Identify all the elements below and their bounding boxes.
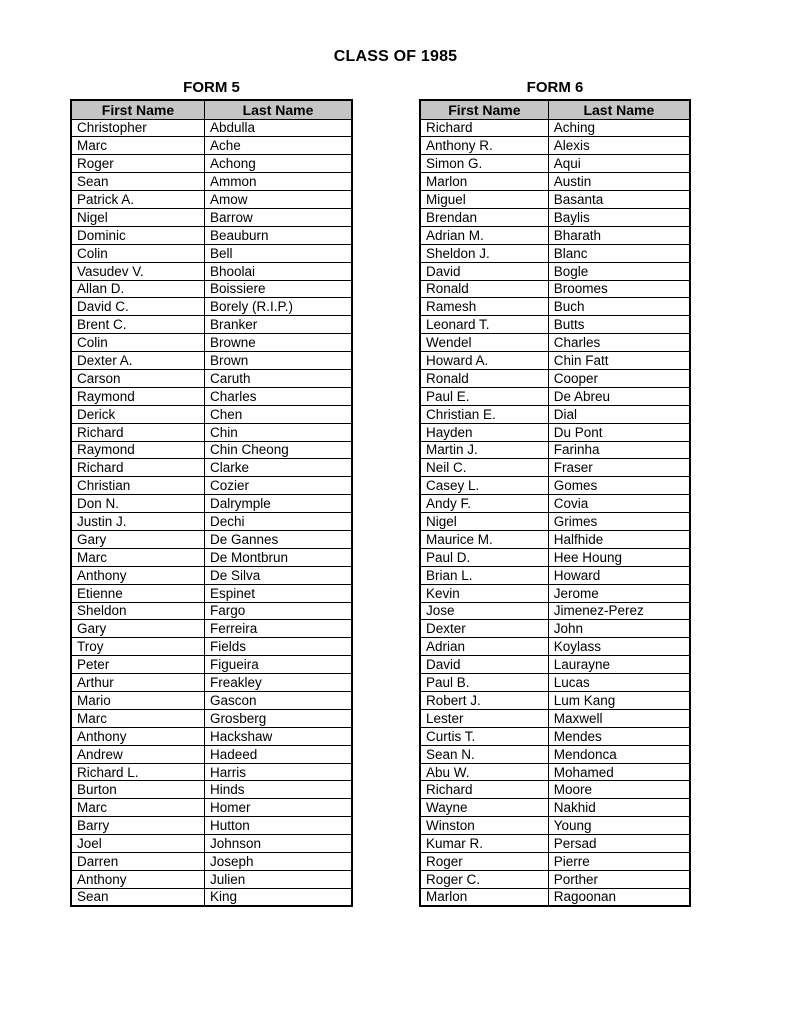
form6-table [419, 99, 691, 907]
table-row [420, 280, 690, 298]
last-name-cell: Julien [204, 870, 352, 888]
table-row [71, 155, 352, 173]
last-name-cell: Austin [548, 173, 690, 191]
table-row [71, 602, 352, 620]
first-name-cell: Wayne [420, 799, 548, 817]
table-row [71, 709, 352, 727]
table-row [420, 137, 690, 155]
first-name-cell: Brent C. [71, 316, 204, 334]
last-name-cell: Pierre [548, 853, 690, 871]
first-name-cell: Carson [71, 369, 204, 387]
form5-table-body [71, 119, 352, 906]
first-name-cell: Etienne [71, 584, 204, 602]
first-name-cell: Christopher [71, 119, 204, 137]
form6-section [419, 79, 691, 907]
last-name-cell: Harris [204, 763, 352, 781]
table-row [420, 745, 690, 763]
first-name-cell: Andrew [71, 745, 204, 763]
first-name-cell: Nigel [71, 208, 204, 226]
last-name-cell: Achong [204, 155, 352, 173]
last-name-cell: Hee Houng [548, 548, 690, 566]
first-name-cell: Simon G. [420, 155, 548, 173]
last-name-cell: Caruth [204, 369, 352, 387]
last-name-cell: Chen [204, 405, 352, 423]
last-name-cell: Chin Cheong [204, 441, 352, 459]
first-name-cell: Paul B. [420, 674, 548, 692]
column-header-first-name: First Name [420, 100, 548, 119]
table-row [420, 173, 690, 191]
first-name-cell: Ronald [420, 280, 548, 298]
last-name-cell: Ammon [204, 173, 352, 191]
last-name-cell: Dechi [204, 513, 352, 531]
first-name-cell: Arthur [71, 674, 204, 692]
last-name-cell: Browne [204, 334, 352, 352]
last-name-cell: Homer [204, 799, 352, 817]
table-row [71, 620, 352, 638]
last-name-cell: Borely (R.I.P.) [204, 298, 352, 316]
first-name-cell: Ronald [420, 369, 548, 387]
first-name-cell: Sean [71, 888, 204, 906]
last-name-cell: Hinds [204, 781, 352, 799]
table-row [71, 298, 352, 316]
last-name-cell: Koylass [548, 638, 690, 656]
first-name-cell: Darren [71, 853, 204, 871]
last-name-cell: Mendonca [548, 745, 690, 763]
last-name-cell: Fargo [204, 602, 352, 620]
first-name-cell: Dexter A. [71, 352, 204, 370]
last-name-cell: Laurayne [548, 656, 690, 674]
form5-section [70, 79, 353, 907]
last-name-cell: Hadeed [204, 745, 352, 763]
last-name-cell: Du Pont [548, 423, 690, 441]
first-name-cell: Gary [71, 620, 204, 638]
table-row [420, 226, 690, 244]
first-name-cell: Dominic [71, 226, 204, 244]
table-row [71, 745, 352, 763]
first-name-cell: Burton [71, 781, 204, 799]
table-row [420, 352, 690, 370]
tables-row [0, 79, 791, 907]
table-row [420, 423, 690, 441]
last-name-cell: Blanc [548, 244, 690, 262]
first-name-cell: Anthony [71, 727, 204, 745]
table-row [71, 459, 352, 477]
table-row [420, 441, 690, 459]
last-name-cell: Bell [204, 244, 352, 262]
first-name-cell: Winston [420, 817, 548, 835]
last-name-cell: Porther [548, 870, 690, 888]
first-name-cell: Marc [71, 137, 204, 155]
table-row [420, 191, 690, 209]
table-row [71, 835, 352, 853]
last-name-cell: Maxwell [548, 709, 690, 727]
first-name-cell: Christian [71, 477, 204, 495]
table-row [420, 155, 690, 173]
last-name-cell: Persad [548, 835, 690, 853]
first-name-cell: Allan D. [71, 280, 204, 298]
last-name-cell: Dial [548, 405, 690, 423]
first-name-cell: Miguel [420, 191, 548, 209]
first-name-cell: Dexter [420, 620, 548, 638]
first-name-cell: Abu W. [420, 763, 548, 781]
column-header-last-name: Last Name [204, 100, 352, 119]
first-name-cell: Patrick A. [71, 191, 204, 209]
last-name-cell: Lucas [548, 674, 690, 692]
last-name-cell: Basanta [548, 191, 690, 209]
table-row [71, 763, 352, 781]
table-row [71, 566, 352, 584]
table-row [420, 208, 690, 226]
form6-table-body [420, 119, 690, 906]
last-name-cell: De Abreu [548, 387, 690, 405]
table-row [71, 799, 352, 817]
table-row [420, 799, 690, 817]
first-name-cell: Anthony [71, 566, 204, 584]
page-title: CLASS OF 1985 [333, 48, 458, 65]
last-name-cell: Gascon [204, 692, 352, 710]
table-row [71, 387, 352, 405]
first-name-cell: Kevin [420, 584, 548, 602]
last-name-cell: Beauburn [204, 226, 352, 244]
last-name-cell: Jerome [548, 584, 690, 602]
table-row [71, 137, 352, 155]
first-name-cell: Kumar R. [420, 835, 548, 853]
header-row [71, 100, 352, 119]
table-row [420, 119, 690, 137]
table-row [420, 584, 690, 602]
table-row [71, 530, 352, 548]
first-name-cell: Christian E. [420, 405, 548, 423]
first-name-cell: Marc [71, 799, 204, 817]
first-name-cell: Martin J. [420, 441, 548, 459]
last-name-cell: Grimes [548, 513, 690, 531]
table-row [420, 709, 690, 727]
first-name-cell: Marlon [420, 173, 548, 191]
table-row [71, 548, 352, 566]
table-row [71, 584, 352, 602]
table-row [71, 423, 352, 441]
table-row [420, 566, 690, 584]
table-row [71, 405, 352, 423]
table-row [420, 692, 690, 710]
first-name-cell: Maurice M. [420, 530, 548, 548]
last-name-cell: Bharath [548, 226, 690, 244]
table-row [71, 692, 352, 710]
last-name-cell: Mendes [548, 727, 690, 745]
table-row [420, 369, 690, 387]
first-name-cell: Nigel [420, 513, 548, 531]
first-name-cell: Raymond [71, 441, 204, 459]
first-name-cell: Neil C. [420, 459, 548, 477]
last-name-cell: Barrow [204, 208, 352, 226]
first-name-cell: Brendan [420, 208, 548, 226]
table-row [71, 280, 352, 298]
table-row [420, 656, 690, 674]
last-name-cell: Aching [548, 119, 690, 137]
last-name-cell: Fraser [548, 459, 690, 477]
table-row [71, 513, 352, 531]
last-name-cell: Johnson [204, 835, 352, 853]
first-name-cell: Adrian [420, 638, 548, 656]
last-name-cell: Boissiere [204, 280, 352, 298]
last-name-cell: Gomes [548, 477, 690, 495]
first-name-cell: Richard L. [71, 763, 204, 781]
table-row [71, 674, 352, 692]
first-name-cell: Casey L. [420, 477, 548, 495]
table-row [420, 853, 690, 871]
last-name-cell: Figueira [204, 656, 352, 674]
first-name-cell: Colin [71, 334, 204, 352]
table-row [420, 835, 690, 853]
last-name-cell: Joseph [204, 853, 352, 871]
table-row [71, 817, 352, 835]
first-name-cell: Curtis T. [420, 727, 548, 745]
table-row [71, 781, 352, 799]
last-name-cell: Halfhide [548, 530, 690, 548]
table-row [71, 191, 352, 209]
last-name-cell: Butts [548, 316, 690, 334]
first-name-cell: Paul D. [420, 548, 548, 566]
first-name-cell: Derick [71, 405, 204, 423]
last-name-cell: Ragoonan [548, 888, 690, 906]
last-name-cell: Aqui [548, 155, 690, 173]
first-name-cell: Adrian M. [420, 226, 548, 244]
table-row [71, 334, 352, 352]
table-row [420, 298, 690, 316]
first-name-cell: Marlon [420, 888, 548, 906]
last-name-cell: Ache [204, 137, 352, 155]
last-name-cell: Howard [548, 566, 690, 584]
first-name-cell: David [420, 262, 548, 280]
last-name-cell: Grosberg [204, 709, 352, 727]
table-row [420, 477, 690, 495]
first-name-cell: Troy [71, 638, 204, 656]
table-row [420, 602, 690, 620]
last-name-cell: De Gannes [204, 530, 352, 548]
table-row [71, 888, 352, 906]
column-header-last-name: Last Name [548, 100, 690, 119]
table-row [420, 334, 690, 352]
table-row [71, 477, 352, 495]
first-name-cell: Colin [71, 244, 204, 262]
first-name-cell: Ramesh [420, 298, 548, 316]
last-name-cell: Moore [548, 781, 690, 799]
last-name-cell: Charles [548, 334, 690, 352]
table-row [420, 620, 690, 638]
first-name-cell: Barry [71, 817, 204, 835]
last-name-cell: Lum Kang [548, 692, 690, 710]
last-name-cell: Nakhid [548, 799, 690, 817]
table-row [71, 316, 352, 334]
first-name-cell: David [420, 656, 548, 674]
table-row [71, 870, 352, 888]
last-name-cell: Alexis [548, 137, 690, 155]
first-name-cell: Roger [71, 155, 204, 173]
last-name-cell: Chin Fatt [548, 352, 690, 370]
table-row [420, 530, 690, 548]
first-name-cell: Don N. [71, 495, 204, 513]
first-name-cell: Sheldon J. [420, 244, 548, 262]
table-row [71, 352, 352, 370]
last-name-cell: Dalrymple [204, 495, 352, 513]
form5-title: FORM 5 [183, 79, 240, 96]
first-name-cell: Anthony [71, 870, 204, 888]
table-row [71, 656, 352, 674]
last-name-cell: Chin [204, 423, 352, 441]
first-name-cell: Richard [71, 459, 204, 477]
first-name-cell: Sean [71, 173, 204, 191]
first-name-cell: Gary [71, 530, 204, 548]
first-name-cell: Richard [420, 119, 548, 137]
last-name-cell: Branker [204, 316, 352, 334]
last-name-cell: King [204, 888, 352, 906]
table-row [71, 369, 352, 387]
last-name-cell: Espinet [204, 584, 352, 602]
first-name-cell: Brian L. [420, 566, 548, 584]
table-row [420, 870, 690, 888]
last-name-cell: Baylis [548, 208, 690, 226]
last-name-cell: Fields [204, 638, 352, 656]
table-row [71, 441, 352, 459]
column-header-first-name: First Name [71, 100, 204, 119]
first-name-cell: Raymond [71, 387, 204, 405]
last-name-cell: Amow [204, 191, 352, 209]
first-name-cell: Andy F. [420, 495, 548, 513]
first-name-cell: Lester [420, 709, 548, 727]
table-row [420, 763, 690, 781]
first-name-cell: Richard [71, 423, 204, 441]
last-name-cell: Abdulla [204, 119, 352, 137]
first-name-cell: Wendel [420, 334, 548, 352]
table-row [420, 513, 690, 531]
last-name-cell: Mohamed [548, 763, 690, 781]
table-row [420, 781, 690, 799]
table-row [71, 208, 352, 226]
table-row [71, 226, 352, 244]
last-name-cell: Charles [204, 387, 352, 405]
table-row [420, 495, 690, 513]
last-name-cell: De Silva [204, 566, 352, 584]
last-name-cell: Hutton [204, 817, 352, 835]
first-name-cell: Marc [71, 709, 204, 727]
table-row [420, 244, 690, 262]
last-name-cell: Farinha [548, 441, 690, 459]
last-name-cell: Clarke [204, 459, 352, 477]
first-name-cell: Howard A. [420, 352, 548, 370]
last-name-cell: Jimenez-Perez [548, 602, 690, 620]
last-name-cell: Cozier [204, 477, 352, 495]
last-name-cell: Freakley [204, 674, 352, 692]
table-row [420, 316, 690, 334]
table-row [71, 727, 352, 745]
table-row [420, 459, 690, 477]
first-name-cell: Justin J. [71, 513, 204, 531]
first-name-cell: Roger C. [420, 870, 548, 888]
table-row [420, 674, 690, 692]
table-row [71, 495, 352, 513]
table-row [420, 262, 690, 280]
first-name-cell: Joel [71, 835, 204, 853]
table-row [71, 853, 352, 871]
first-name-cell: Peter [71, 656, 204, 674]
last-name-cell: Cooper [548, 369, 690, 387]
table-row [420, 638, 690, 656]
first-name-cell: Anthony R. [420, 137, 548, 155]
first-name-cell: Vasudev V. [71, 262, 204, 280]
first-name-cell: Sean N. [420, 745, 548, 763]
first-name-cell: Mario [71, 692, 204, 710]
first-name-cell: Leonard T. [420, 316, 548, 334]
form6-title: FORM 6 [526, 79, 584, 96]
first-name-cell: Sheldon [71, 602, 204, 620]
table-row [420, 548, 690, 566]
table-row [420, 405, 690, 423]
first-name-cell: Richard [420, 781, 548, 799]
first-name-cell: Hayden [420, 423, 548, 441]
header-row [420, 100, 690, 119]
last-name-cell: Bogle [548, 262, 690, 280]
table-row [420, 888, 690, 906]
last-name-cell: Ferreira [204, 620, 352, 638]
last-name-cell: Covia [548, 495, 690, 513]
table-row [71, 173, 352, 191]
first-name-cell: Robert J. [420, 692, 548, 710]
table-row [71, 262, 352, 280]
last-name-cell: Bhoolai [204, 262, 352, 280]
last-name-cell: Broomes [548, 280, 690, 298]
first-name-cell: David C. [71, 298, 204, 316]
table-row [420, 387, 690, 405]
last-name-cell: John [548, 620, 690, 638]
form5-table [70, 99, 353, 907]
last-name-cell: Buch [548, 298, 690, 316]
table-row [71, 638, 352, 656]
last-name-cell: Young [548, 817, 690, 835]
last-name-cell: De Montbrun [204, 548, 352, 566]
table-row [420, 727, 690, 745]
first-name-cell: Jose [420, 602, 548, 620]
first-name-cell: Marc [71, 548, 204, 566]
last-name-cell: Brown [204, 352, 352, 370]
first-name-cell: Roger [420, 853, 548, 871]
table-row [420, 817, 690, 835]
last-name-cell: Hackshaw [204, 727, 352, 745]
first-name-cell: Paul E. [420, 387, 548, 405]
table-row [71, 119, 352, 137]
table-row [71, 244, 352, 262]
